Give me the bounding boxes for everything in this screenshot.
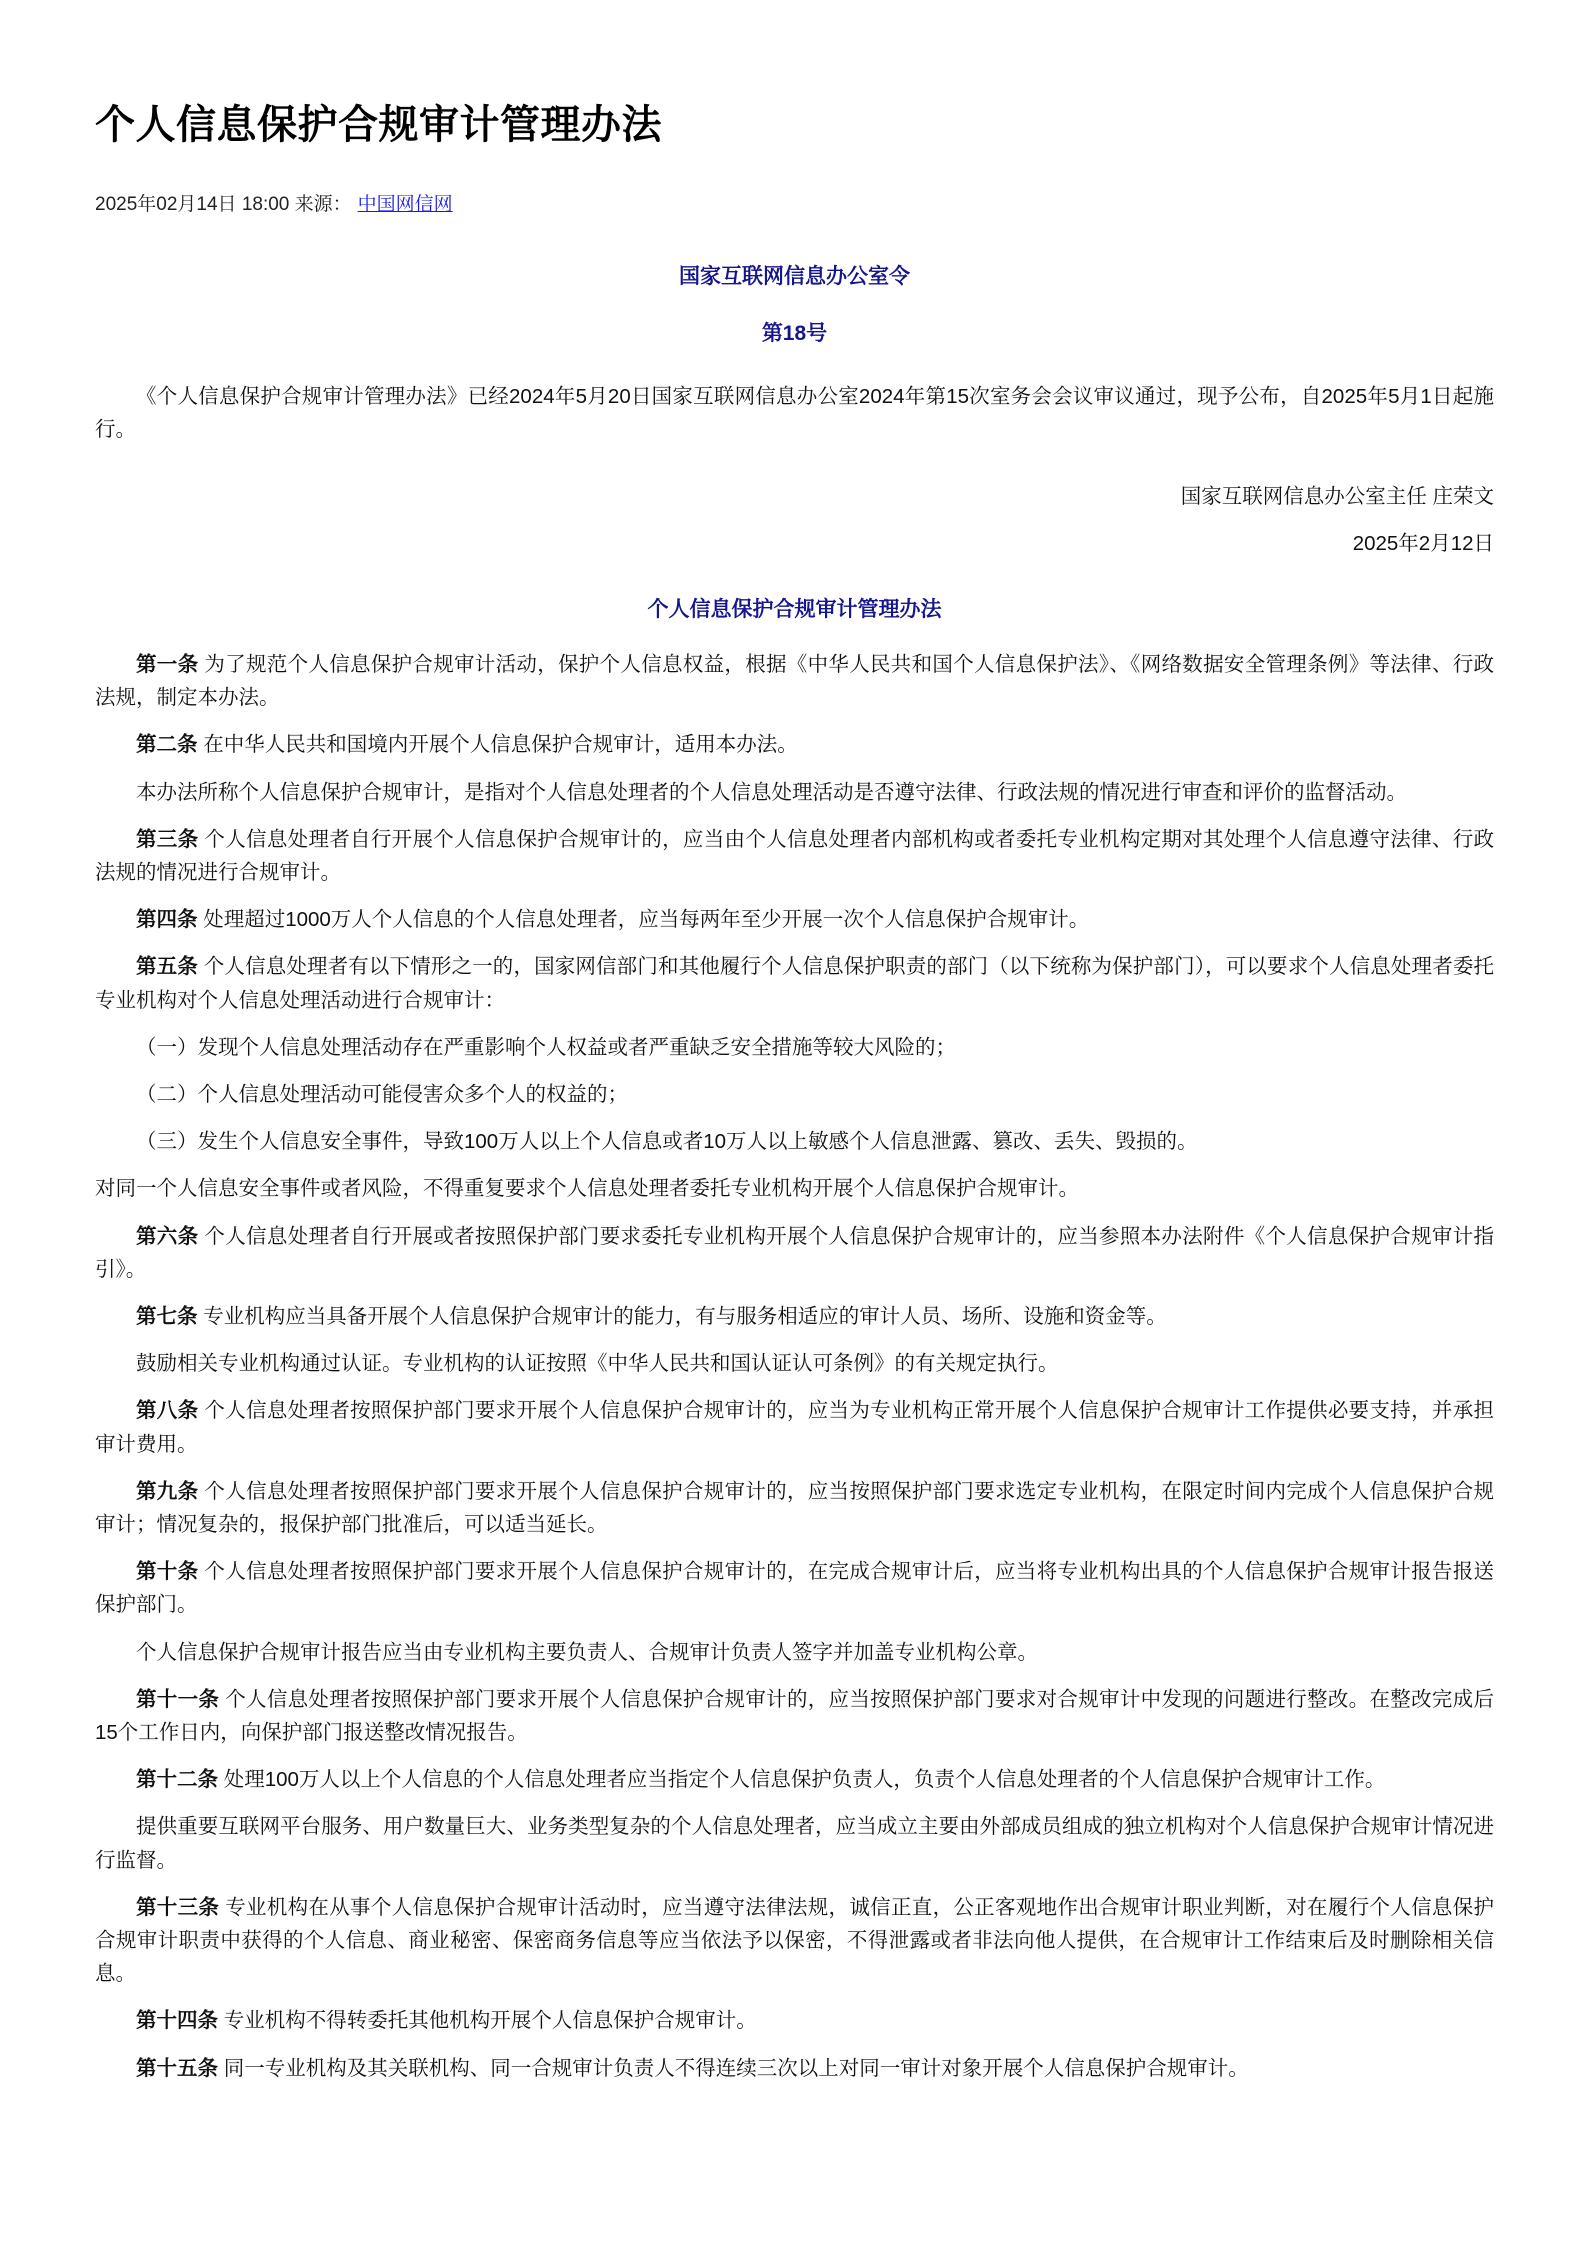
article-paragraph (95, 903, 1494, 936)
law-title: 个人信息保护合规审计管理办法 (647, 598, 942, 622)
body-paragraph (95, 1172, 1494, 1205)
article-paragraph (95, 728, 1494, 761)
body-paragraph (95, 1078, 1494, 1111)
article-text: 处理超过1000万人个人信息的个人信息处理者，应当每两年至少开展一次个人信息保护合规审计。 (197, 908, 1090, 932)
article-number: 第二条 (136, 733, 198, 757)
body-paragraph (95, 1031, 1494, 1064)
article-text: 个人信息处理者按照保护部门要求开展个人信息保护合规审计的，应当按照保护部门要求对合规审计中发现的问题进行整改。在整改完成后15个工作日内，向保护部门报送整改情况报告。 (95, 1687, 1494, 1744)
article-paragraph (95, 1475, 1494, 1541)
article-text: 本办法所称个人信息保护合规审计，是指对个人信息处理者的个人信息处理活动是否遵守法律、行政法规的情况进行审查和评价的监督活动。 (136, 780, 1407, 804)
body-paragraph (95, 776, 1494, 809)
article-number: 第九条 (136, 1479, 199, 1503)
articles-list (95, 648, 1494, 2085)
article-paragraph (95, 2004, 1494, 2037)
article-text: 同一专业机构及其关联机构、同一合规审计负责人不得连续三次以上对同一审计对象开展个人信息保护合规审计。 (218, 2056, 1249, 2080)
article-paragraph (95, 1891, 1494, 1991)
article-text: 鼓励相关专业机构通过认证。专业机构的认证按照《中华人民共和国认证认可条例》的有关规定执行。 (136, 1352, 1059, 1376)
article-number: 第五条 (136, 955, 198, 979)
article-meta (95, 192, 1494, 219)
decree-block (95, 261, 1494, 561)
article-text: 个人信息保护合规审计报告应当由专业机构主要负责人、合规审计负责人签字并加盖专业机构公章。 (136, 1640, 1038, 1664)
article-number: 第七条 (136, 1304, 198, 1328)
article-text: 专业机构应当具备开展个人信息保护合规审计的能力，有与服务相适应的审计人员、场所、设施和资金等。 (197, 1304, 1167, 1328)
source-link[interactable]: 中国网信网 (357, 194, 453, 215)
body-paragraph (95, 1347, 1494, 1380)
article-number: 第十一条 (136, 1687, 220, 1711)
article-text: （三）发生个人信息安全事件，导致100万人以上个人信息或者10万人以上敏感个人信息泄露、篡改、丢失、毁损的。 (136, 1130, 1198, 1154)
article-text: 个人信息处理者按照保护部门要求开展个人信息保护合规审计的，应当按照保护部门要求选定专业机构，在限定时间内完成个人信息保护合规审计；情况复杂的，报保护部门批准后，可以适当延长。 (95, 1479, 1494, 1536)
article-text: 处理100万人以上个人信息的个人信息处理者应当指定个人信息保护负责人，负责个人信息处理者的个人信息保护合规审计工作。 (218, 1768, 1386, 1792)
decree-issuer-heading: 国家互联网信息办公室令 (679, 264, 910, 288)
body-paragraph (95, 1636, 1494, 1669)
article-number: 第十五条 (136, 2056, 218, 2080)
article-paragraph (95, 950, 1494, 1016)
article-paragraph (95, 1394, 1494, 1460)
article-paragraph (95, 648, 1494, 714)
article-text: 对同一个人信息安全事件或者风险，不得重复要求个人信息处理者委托专业机构开展个人信息保护合规审计。 (95, 1177, 1079, 1201)
article-number: 第十三条 (136, 1895, 220, 1919)
body-paragraph (95, 1125, 1494, 1158)
article-number: 第六条 (136, 1224, 199, 1248)
article-paragraph (95, 1300, 1494, 1333)
article-text: 专业机构在从事个人信息保护合规审计活动时，应当遵守法律法规，诚信正直，公正客观地作出合规审计职业判断，对在履行个人信息保护合规审计职责中获得的个人信息、商业秘密、保密商务信息等应当依法予以保密，不得泄露或者非法向他人提供，在合规审计工作结束后及时删除相关信息。 (95, 1895, 1494, 1986)
article-paragraph (95, 1683, 1494, 1749)
article-paragraph (95, 2052, 1494, 2085)
article-paragraph (95, 1555, 1494, 1621)
signature-date: 2025年2月12日 (1352, 532, 1494, 556)
article-text: 在中华人民共和国境内开展个人信息保护合规审计，适用本办法。 (197, 733, 798, 757)
article-paragraph (95, 1220, 1494, 1286)
article-number: 第一条 (136, 652, 199, 676)
article-number: 第十四条 (136, 2009, 218, 2033)
article-number: 第十条 (136, 1560, 199, 1584)
article-number: 第十二条 (136, 1768, 218, 1792)
signatory-name: 国家互联网信息办公室主任 庄荣文 (1180, 485, 1494, 508)
article-number: 第三条 (136, 827, 199, 851)
article-text: 个人信息处理者按照保护部门要求开展个人信息保护合规审计的，应当为专业机构正常开展个人信息保护合规审计工作提供必要支持，并承担审计费用。 (95, 1399, 1494, 1456)
article-text: 个人信息处理者自行开展或者按照保护部门要求委托专业机构开展个人信息保护合规审计的，应当参照本办法附件《个人信息保护合规审计指引》。 (95, 1224, 1494, 1281)
decree-number-heading: 第18号 (761, 322, 828, 346)
article-paragraph (95, 823, 1494, 889)
article-text: 个人信息处理者按照保护部门要求开展个人信息保护合规审计的，在完成合规审计后，应当将专业机构出具的个人信息保护合规审计报告报送保护部门。 (95, 1560, 1494, 1617)
body-paragraph (95, 1810, 1494, 1876)
page-title: 个人信息保护合规审计管理办法 (95, 103, 662, 147)
article-text: 个人信息处理者自行开展个人信息保护合规审计的，应当由个人信息处理者内部机构或者委托专业机构定期对其处理个人信息遵守法律、行政法规的情况进行合规审计。 (95, 827, 1494, 884)
article-text: （一）发现个人信息处理活动存在严重影响个人权益或者严重缺乏安全措施等较大风险的； (136, 1035, 956, 1059)
article-text: （二）个人信息处理活动可能侵害众多个人的权益的； (136, 1082, 628, 1106)
article-paragraph (95, 1763, 1494, 1796)
article-text: 个人信息处理者有以下情形之一的，国家网信部门和其他履行个人信息保护职责的部门（以下统称为保护部门），可以要求个人信息处理者委托专业机构对个人信息处理活动进行合规审计： (95, 955, 1494, 1012)
article-text: 为了规范个人信息保护合规审计活动，保护个人信息权益，根据《中华人民共和国个人信息保护法》、《网络数据安全管理条例》等法律、行政法规，制定本办法。 (95, 652, 1494, 710)
decree-preamble: 《个人信息保护合规审计管理办法》已经2024年5月20日国家互联网信息办公室2024年第15次室务会会议审议通过，现予公布，自2025年5月1日起施行。 (95, 384, 1494, 441)
article-number: 第八条 (136, 1399, 199, 1423)
article-text: 提供重要互联网平台服务、用户数量巨大、业务类型复杂的个人信息处理者，应当成立主要由外部成员组成的独立机构对个人信息保护合规审计情况进行监督。 (95, 1815, 1494, 1872)
signature-block (95, 480, 1494, 560)
article-text: 专业机构不得转委托其他机构开展个人信息保护合规审计。 (218, 2009, 757, 2033)
publish-datetime: 2025年02月14日 18:00 来源： (95, 194, 352, 215)
article-number: 第四条 (136, 908, 198, 932)
